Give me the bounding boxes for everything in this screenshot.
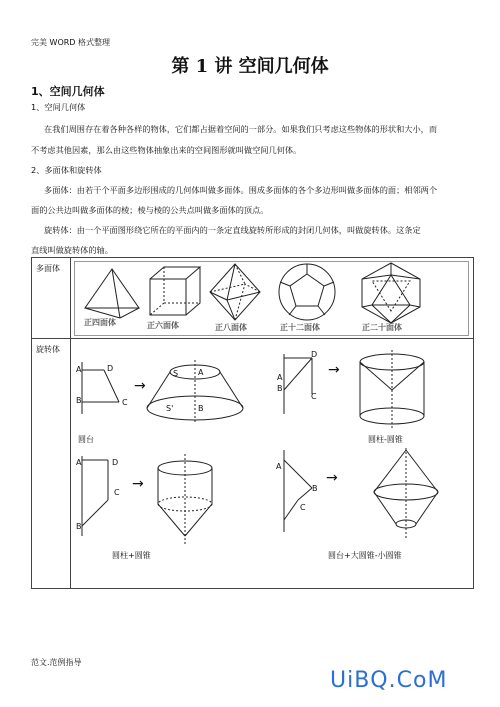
cylinder-plus-cone-generator-figure	[74, 456, 134, 536]
point-label-a5: A	[276, 462, 282, 471]
point-label-c3: C	[311, 392, 317, 401]
arrow-icon: →	[326, 470, 338, 486]
caption-tetrahedron: 正四面体	[84, 318, 116, 327]
point-label-b2: B	[198, 404, 204, 413]
cylinder-plus-cone-figure	[150, 454, 220, 550]
paragraph-1a: 在我们周围存在着各种各样的物体，它们都占据着空间的一部分。如果我们只考虑这些物体的形状和大小，而	[44, 124, 438, 134]
row-label-solids-of-revolution: 旋转体	[36, 345, 60, 354]
caption-cylinder-plus-cone: 圆柱+圆锥	[112, 551, 151, 560]
paragraph-2a: 多面体：由若干个平面多边形围成的几何体叫做多面体。围成多面体的各个多边形叫做多面体的面；相邻两个	[44, 185, 438, 195]
cube-figure	[145, 264, 205, 324]
paragraph-1b: 不考虑其他因素，那么由这些物体抽象出来的空间图形就叫做空间几何体。	[31, 145, 302, 155]
caption-octahedron: 正八面体	[215, 323, 247, 332]
cylinder-minus-cone-figure	[352, 350, 432, 430]
table-column-divider	[70, 258, 71, 588]
double-cone-generator-figure	[276, 450, 336, 534]
footer-note: 范文.范例指导	[31, 658, 82, 667]
point-label-d4: D	[112, 458, 119, 467]
dodecahedron-figure	[275, 262, 339, 324]
subsection-heading-2: 2、多面体和旋转体	[31, 165, 102, 175]
cylinder-minus-cone-generator-figure	[276, 354, 336, 424]
arrow-icon: →	[134, 378, 146, 394]
paragraph-3a: 旋转体：由一个平面图形绕它所在的平面内的一条定直线旋转所形成的封闭几何体，叫做旋转体。这条定	[44, 225, 421, 235]
paragraph-3b: 直线叫做旋转体的轴。	[31, 245, 113, 255]
octahedron-figure	[205, 262, 265, 324]
paragraph-2b: 面的公共边叫做多面体的棱；棱与棱的公共点叫做多面体的顶点。	[31, 205, 269, 215]
header-note: 完美 WORD 格式整理	[31, 38, 111, 47]
point-label-a2: A	[198, 368, 204, 377]
point-label-b4: B	[76, 522, 82, 531]
frustum-generator-figure	[74, 362, 134, 422]
caption-cube: 正六面体	[147, 321, 179, 330]
page-title: 第 1 讲 空间几何体	[171, 56, 329, 77]
point-label-d: D	[107, 364, 114, 373]
icosahedron-figure	[358, 261, 424, 325]
caption-frustum: 圆台	[78, 435, 94, 444]
solids-table	[31, 257, 474, 589]
watermark-logo: UiBQ.CoM	[330, 668, 448, 693]
point-label-b: B	[76, 396, 82, 405]
point-label-a: A	[76, 365, 82, 374]
point-label-a3: A	[277, 373, 283, 382]
point-label-s-prime: S'	[166, 404, 174, 413]
caption-cylinder-minus-cone: 圆柱-圆锥	[368, 435, 403, 444]
section-heading-1: 1、空间几何体	[31, 85, 105, 98]
double-cone-figure	[366, 448, 446, 540]
point-label-b3: B	[277, 384, 283, 393]
point-label-b5: B	[312, 484, 318, 493]
point-label-c: C	[122, 398, 128, 407]
arrow-icon: →	[132, 476, 144, 492]
point-label-s: S	[173, 369, 179, 378]
point-label-c5: C	[300, 503, 306, 512]
subsection-heading-1: 1、空间几何体	[31, 102, 86, 112]
point-label-d3: D	[311, 350, 318, 359]
caption-double-cone: 圆台+大圆锥-小圆锥	[328, 551, 402, 560]
frustum-figure	[140, 358, 250, 428]
point-label-c4: C	[114, 488, 120, 497]
caption-icosahedron: 正二十面体	[362, 323, 402, 332]
arrow-icon: →	[328, 362, 340, 378]
point-label-a4: A	[76, 458, 82, 467]
caption-dodecahedron: 正十二面体	[280, 323, 320, 332]
row-label-polyhedra: 多面体	[36, 264, 60, 273]
